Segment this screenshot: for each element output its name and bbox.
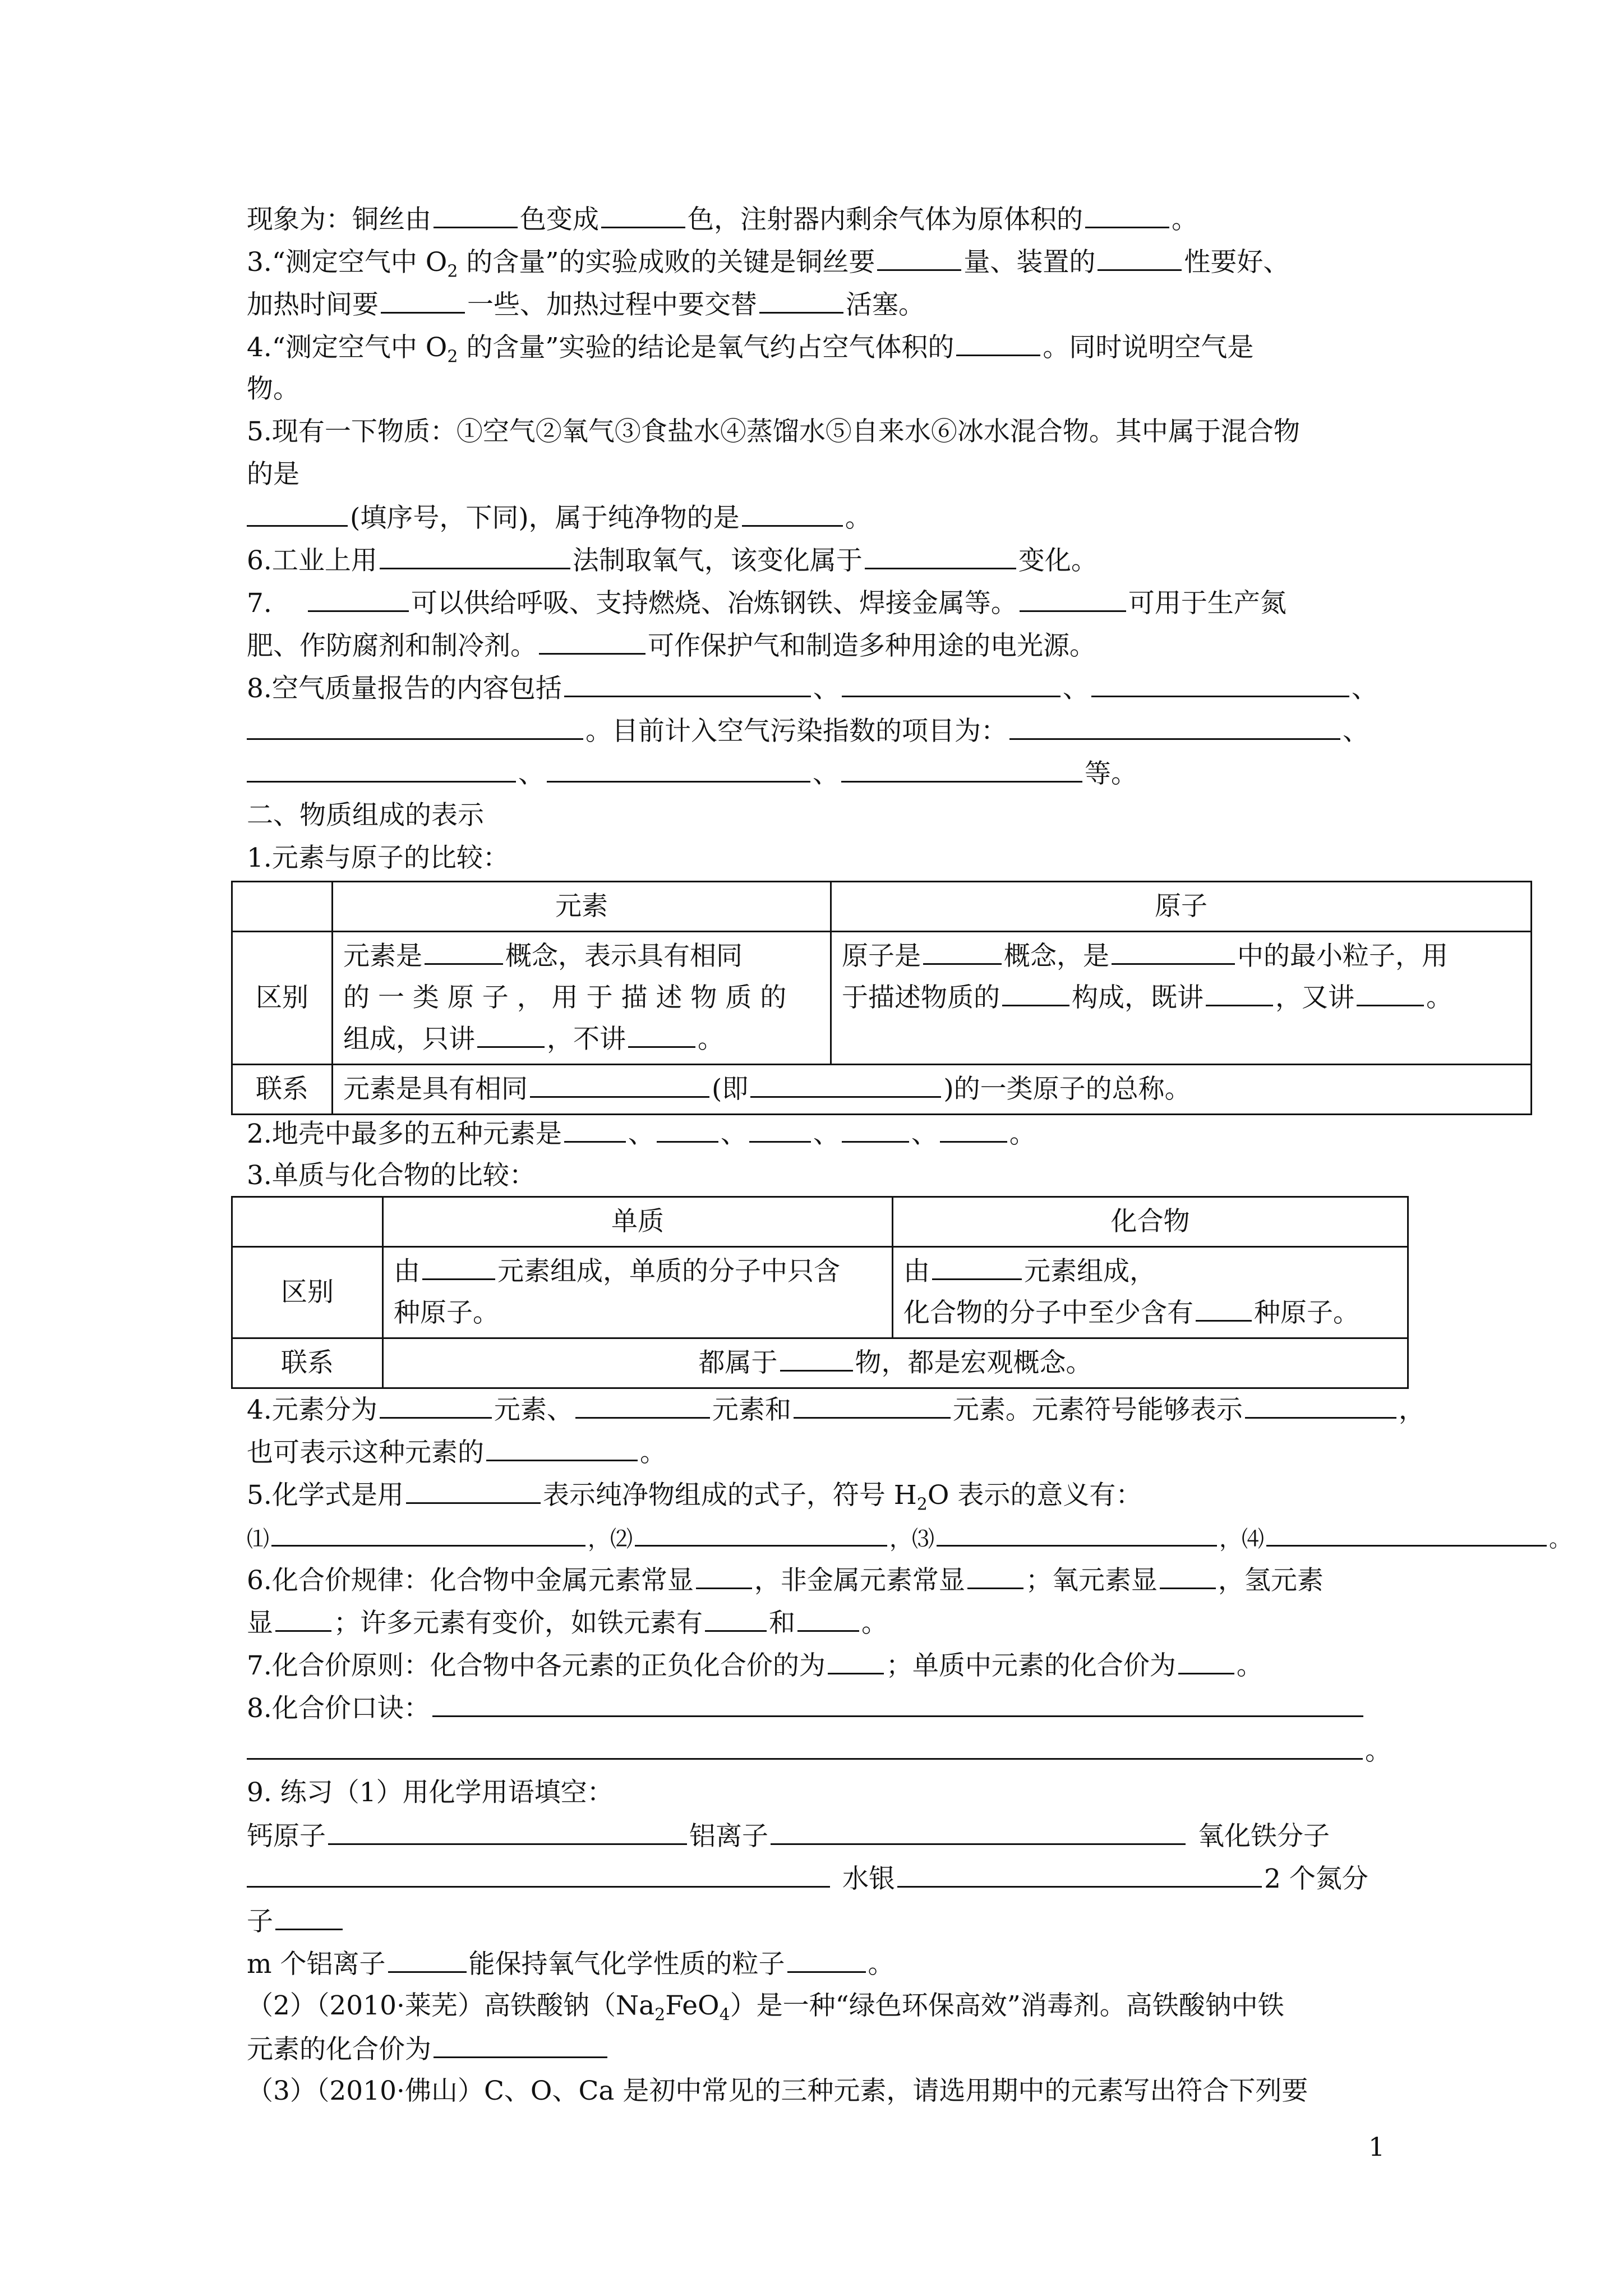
row-label: 区别 <box>232 932 333 1065</box>
blank[interactable] <box>539 628 645 655</box>
table-cell <box>232 1197 383 1247</box>
text: 子 <box>247 1906 273 1937</box>
practice-line-5 <box>247 1989 1284 2032</box>
subscript: 2 <box>654 2005 666 2025</box>
text: 的含量”的实验成败的关键是铜丝要 <box>458 247 875 278</box>
text: 2.地壳中最多的五种元素是 <box>247 1119 562 1149</box>
text: 元素。元素符号能够表示 <box>952 1395 1243 1425</box>
blank[interactable] <box>477 1022 545 1048</box>
blank[interactable] <box>771 1819 1186 1845</box>
text: 物，都是宏观概念。 <box>855 1347 1092 1378</box>
blank[interactable] <box>308 586 409 612</box>
blank[interactable] <box>275 1605 331 1632</box>
blank[interactable] <box>842 671 1061 697</box>
text: 由 <box>903 1256 930 1287</box>
blank[interactable] <box>1112 938 1235 965</box>
blank[interactable] <box>1002 980 1069 1006</box>
practice-line-4 <box>247 1947 895 1981</box>
text: 、 <box>911 1119 938 1149</box>
blank[interactable] <box>841 756 1082 783</box>
blank[interactable] <box>530 1071 709 1098</box>
text: 、 <box>720 1119 747 1149</box>
question-2-8 <box>247 1691 1366 1726</box>
blank[interactable] <box>780 1345 853 1372</box>
blank[interactable] <box>1266 1520 1547 1547</box>
text: 。 <box>698 1024 724 1055</box>
blank[interactable] <box>877 245 961 271</box>
question-3-cont <box>247 287 925 322</box>
text: ，不讲 <box>547 1024 626 1055</box>
text: ；氧元素显 <box>1025 1565 1158 1596</box>
question-2-5-cont <box>247 1520 1571 1556</box>
blank[interactable] <box>564 1116 626 1143</box>
row-label: 联系 <box>232 1338 383 1388</box>
text: 可以供给呼吸、支持燃烧、冶炼钢铁、焊接金属等。 <box>411 588 1017 619</box>
subscript: 4 <box>719 2005 730 2025</box>
text: 概念，是 <box>1004 941 1109 972</box>
table-header: 化合物 <box>893 1197 1408 1247</box>
table-row <box>232 1197 1408 1247</box>
blank[interactable] <box>828 1648 884 1674</box>
line-1 <box>247 202 1198 237</box>
practice-line-2 <box>247 1861 1368 1896</box>
blank[interactable] <box>381 287 465 314</box>
text: 5.化学式是用 <box>247 1480 404 1511</box>
text: 性要好、 <box>1184 247 1290 278</box>
text: 的是 <box>247 459 299 490</box>
question-2-6 <box>247 1563 1324 1598</box>
blank[interactable] <box>247 756 516 783</box>
text: 。 <box>845 503 872 533</box>
blank[interactable] <box>406 1478 541 1504</box>
blank[interactable] <box>275 1904 343 1930</box>
text: 6.化合价规律：化合物中金属元素常显 <box>247 1565 694 1596</box>
question-5-cont <box>247 458 299 491</box>
blank[interactable] <box>940 1116 1007 1143</box>
section-heading <box>247 799 484 832</box>
blank[interactable] <box>759 287 843 314</box>
question-4-cont <box>247 372 299 406</box>
text: (即 <box>712 1074 749 1105</box>
blank[interactable] <box>575 1392 710 1419</box>
blank[interactable] <box>1206 980 1273 1006</box>
text: 。 <box>1426 982 1453 1013</box>
text: ，又讲 <box>1275 982 1354 1013</box>
blank[interactable] <box>635 1520 887 1547</box>
text: 。 <box>640 1437 666 1468</box>
blank[interactable] <box>1091 671 1349 697</box>
blank[interactable] <box>328 1819 687 1845</box>
text: （2）（2010·莱芜）高铁酸钠（Na <box>247 1990 655 2021</box>
question-7-cont <box>247 628 1096 663</box>
text: 6.工业上用 <box>247 545 377 576</box>
blank[interactable] <box>247 1861 830 1888</box>
text: 。 <box>861 1608 888 1639</box>
text: 构成，既讲 <box>1072 982 1204 1013</box>
text: 。 <box>1236 1650 1263 1681</box>
text: 肥、作防腐剂和制冷剂。 <box>247 631 537 661</box>
question-5-cont2 <box>247 500 872 535</box>
text: 。 <box>1172 204 1198 235</box>
page-number: 1 <box>1368 2132 1385 2162</box>
text: 化合物的分子中至少含有 <box>903 1297 1193 1328</box>
blank[interactable] <box>432 1691 1363 1717</box>
text: O 表示的意义有： <box>927 1480 1142 1511</box>
text: ⑴ <box>247 1526 269 1552</box>
text: 元素、 <box>494 1395 573 1425</box>
blank[interactable] <box>742 500 843 527</box>
text: 加热时间要 <box>247 289 379 320</box>
practice-line-1 <box>247 1819 1330 1853</box>
blank[interactable] <box>794 1392 951 1419</box>
text: ，非金属元素常显 <box>754 1565 965 1596</box>
blank[interactable] <box>425 938 503 965</box>
table-cell <box>333 1065 1532 1115</box>
blank[interactable] <box>380 1392 492 1419</box>
table-cell <box>383 1338 1408 1388</box>
question-2-4-cont <box>247 1435 666 1470</box>
question-2-6-cont <box>247 1605 888 1640</box>
blank[interactable] <box>422 1254 495 1280</box>
table-header: 单质 <box>383 1197 893 1247</box>
text: FeO <box>665 1990 720 2021</box>
blank[interactable] <box>271 1520 585 1547</box>
row-label: 区别 <box>232 1247 383 1338</box>
blank[interactable] <box>705 1605 767 1632</box>
text: 变化。 <box>1018 545 1098 576</box>
text: 。 <box>1365 1736 1391 1766</box>
text: 5.现有一下物质：①空气②氧气③食盐水④蒸馏水⑤自来水⑥冰水混合物。其中属于混合物 <box>247 416 1300 447</box>
question-8 <box>247 671 1378 706</box>
text: 的含量”实验的结论是氧气约占空气体积的 <box>458 332 955 363</box>
question-2-5 <box>247 1478 1142 1521</box>
blank[interactable] <box>1196 1295 1252 1322</box>
text: ，氢元素 <box>1218 1565 1324 1596</box>
blank[interactable] <box>247 500 348 527</box>
question-8-cont <box>247 714 1369 748</box>
text: 中的最小粒子，用 <box>1237 941 1448 972</box>
blank[interactable] <box>434 2032 607 2058</box>
blank[interactable] <box>380 543 570 569</box>
blank[interactable] <box>897 1861 1262 1888</box>
question-8-cont2 <box>247 756 1137 791</box>
text: ， <box>1398 1395 1425 1425</box>
question-6 <box>247 543 1098 578</box>
blank[interactable] <box>932 1254 1022 1280</box>
subscript: 2 <box>447 261 458 282</box>
text: 、 <box>628 1119 654 1149</box>
table-row <box>232 882 1532 932</box>
blank[interactable] <box>865 543 1016 569</box>
text: 7.化合价原则：化合物中各元素的正负化合价的为 <box>247 1650 826 1681</box>
text: 显 <box>247 1608 273 1639</box>
text: 3.单质与化合物的比较： <box>247 1160 536 1191</box>
text: 可用于生产氮 <box>1128 588 1287 619</box>
question-2-1 <box>247 841 509 875</box>
text: 氧化铁分子 <box>1198 1821 1330 1852</box>
text: ；单质中元素的化合价为 <box>886 1650 1176 1681</box>
blank[interactable] <box>564 671 811 697</box>
text: 种原子。 <box>1254 1297 1359 1328</box>
text: 9. 练习（1）用化学用语填空： <box>247 1777 614 1808</box>
blank[interactable] <box>1085 202 1169 228</box>
question-2-7 <box>247 1648 1263 1683</box>
substance-compound-table <box>231 1196 1409 1389</box>
question-2-8-cont <box>247 1733 1391 1768</box>
text: 2 个氮分 <box>1264 1864 1368 1894</box>
text: ，⑷ <box>1219 1526 1264 1552</box>
text: 4.“测定空气中 O <box>247 332 448 363</box>
text: 。同时说明空气是 <box>1043 332 1254 363</box>
text: ；许多元素有变价，如铁元素有 <box>334 1608 703 1639</box>
section-title: 二、物质组成的表示 <box>247 800 484 831</box>
blank[interactable] <box>1160 1563 1216 1589</box>
blank[interactable] <box>1098 245 1182 271</box>
text: 4.元素分为 <box>247 1395 377 1425</box>
blank[interactable] <box>842 1116 909 1143</box>
question-2-3 <box>247 1159 536 1193</box>
question-2-4 <box>247 1392 1425 1427</box>
text: 色变成 <box>520 204 599 235</box>
text: 组成，只讲 <box>343 1024 475 1055</box>
text: 一些、加热过程中要交替 <box>467 289 757 320</box>
text: 。 <box>1549 1526 1571 1552</box>
blank[interactable] <box>937 1520 1217 1547</box>
text: 8.化合价口诀： <box>247 1693 430 1724</box>
text: 也可表示这种元素的 <box>247 1437 484 1468</box>
table-cell <box>333 932 831 1065</box>
blank[interactable] <box>434 202 518 228</box>
text: 钙原子 <box>247 1821 326 1852</box>
text: ，⑵ <box>588 1526 633 1552</box>
text: ）是一种“绿色环保高效”消毒剂。高铁酸钠中铁 <box>730 1990 1284 2021</box>
blank[interactable] <box>657 1116 718 1143</box>
text: 量、装置的 <box>963 247 1096 278</box>
table-row <box>232 932 1532 1065</box>
table-cell <box>893 1247 1408 1338</box>
blank[interactable] <box>750 1071 941 1098</box>
text: 原子是 <box>842 941 921 972</box>
practice-line-3 <box>247 1904 345 1939</box>
blank[interactable] <box>787 1947 866 1973</box>
blank[interactable] <box>923 938 1002 965</box>
text: 概念，表示具有相同 <box>505 941 743 972</box>
question-7 <box>247 586 1287 620</box>
text: (填序号，下同)，属于纯净物的是 <box>350 503 740 533</box>
blank[interactable] <box>247 714 583 740</box>
table-header: 原子 <box>831 882 1532 932</box>
text: 元素是具有相同 <box>343 1074 528 1105</box>
text: 、 <box>1062 673 1089 704</box>
element-atom-table <box>231 881 1532 1115</box>
blank[interactable] <box>1020 586 1126 612</box>
table-cell <box>831 932 1532 1065</box>
table-cell <box>232 882 333 932</box>
text: 、 <box>1343 716 1369 747</box>
text: 。目前计入空气污染指数的项目为： <box>585 716 1007 747</box>
blank[interactable] <box>1009 714 1340 740</box>
blank[interactable] <box>967 1563 1023 1589</box>
text: 法制取氧气，该变化属于 <box>572 545 863 576</box>
text: 元素和 <box>712 1395 791 1425</box>
text: 都属于 <box>698 1347 778 1378</box>
table-row <box>232 1338 1408 1388</box>
question-2-9 <box>247 1776 614 1810</box>
text: 元素的化合价为 <box>247 2034 431 2065</box>
text: 于描述物质的 <box>842 982 1000 1013</box>
text: 、 <box>518 758 545 789</box>
question-5 <box>247 415 1300 449</box>
question-4 <box>247 330 1253 374</box>
question-2-2 <box>247 1116 1036 1151</box>
question-3 <box>247 245 1289 288</box>
blank[interactable] <box>247 1733 1363 1760</box>
table-row <box>232 1247 1408 1338</box>
blank[interactable] <box>696 1563 752 1589</box>
blank[interactable] <box>486 1435 638 1461</box>
text: 的 一 类 原 子 ， 用 于 描 述 物 质 的 <box>343 982 787 1013</box>
blank[interactable] <box>1178 1648 1234 1674</box>
text: 1.元素与原子的比较： <box>247 843 509 873</box>
text: 能保持氧气化学性质的粒子 <box>468 1949 785 1980</box>
text: 3.“测定空气中 O <box>247 247 448 278</box>
text: 色，注射器内剩余气体为原体积的 <box>688 204 1083 235</box>
text: 8.空气质量报告的内容包括 <box>247 673 562 704</box>
blank[interactable] <box>628 1022 695 1048</box>
text: ，⑶ <box>889 1526 934 1552</box>
text: 。 <box>868 1949 895 1980</box>
text: 元素组成， <box>1024 1256 1156 1287</box>
practice-line-6 <box>247 2032 610 2067</box>
text: 由 <box>394 1256 420 1287</box>
text: 等。 <box>1085 758 1137 789</box>
text: 、 <box>813 1119 840 1149</box>
text: 表示纯净物组成的式子，符号 H <box>542 1480 917 1511</box>
row-label: 联系 <box>232 1065 333 1115</box>
blank[interactable] <box>797 1605 859 1632</box>
text: 铝离子 <box>689 1821 768 1852</box>
subscript: 2 <box>447 347 458 367</box>
text: （3）（2010·佛山）C、O、Ca 是初中常见的三种元素，请选用期中的元素写出符合下列要 <box>247 2076 1308 2106</box>
text: 和 <box>769 1608 795 1639</box>
text: 种原子。 <box>394 1297 499 1328</box>
text: 水银 <box>842 1864 895 1894</box>
subscript: 2 <box>916 1494 928 1515</box>
text: )的一类原子的总称。 <box>943 1074 1191 1105</box>
text: 现象为：铜丝由 <box>247 204 431 235</box>
blank[interactable] <box>601 202 685 228</box>
text: 、 <box>813 673 840 704</box>
practice-line-7 <box>247 2074 1308 2108</box>
blank[interactable] <box>1357 980 1424 1006</box>
text: 活塞。 <box>846 289 925 320</box>
blank[interactable] <box>956 330 1040 356</box>
blank[interactable] <box>547 756 810 783</box>
blank[interactable] <box>1245 1392 1396 1419</box>
text: 物。 <box>247 374 299 404</box>
blank[interactable] <box>749 1116 811 1143</box>
text: m 个铝离子 <box>247 1949 386 1980</box>
table-header: 元素 <box>333 882 831 932</box>
text: 可作保护气和制造多种用途的电光源。 <box>648 631 1096 661</box>
text: 。 <box>1009 1119 1036 1149</box>
text: 元素组成，单质的分子中只含 <box>497 1256 840 1287</box>
text: 、 <box>813 758 839 789</box>
text: 元素是 <box>343 941 422 972</box>
text: 、 <box>1351 673 1378 704</box>
blank[interactable] <box>388 1947 467 1973</box>
table-cell <box>383 1247 893 1338</box>
text: 7. <box>247 588 272 619</box>
table-row <box>232 1065 1532 1115</box>
